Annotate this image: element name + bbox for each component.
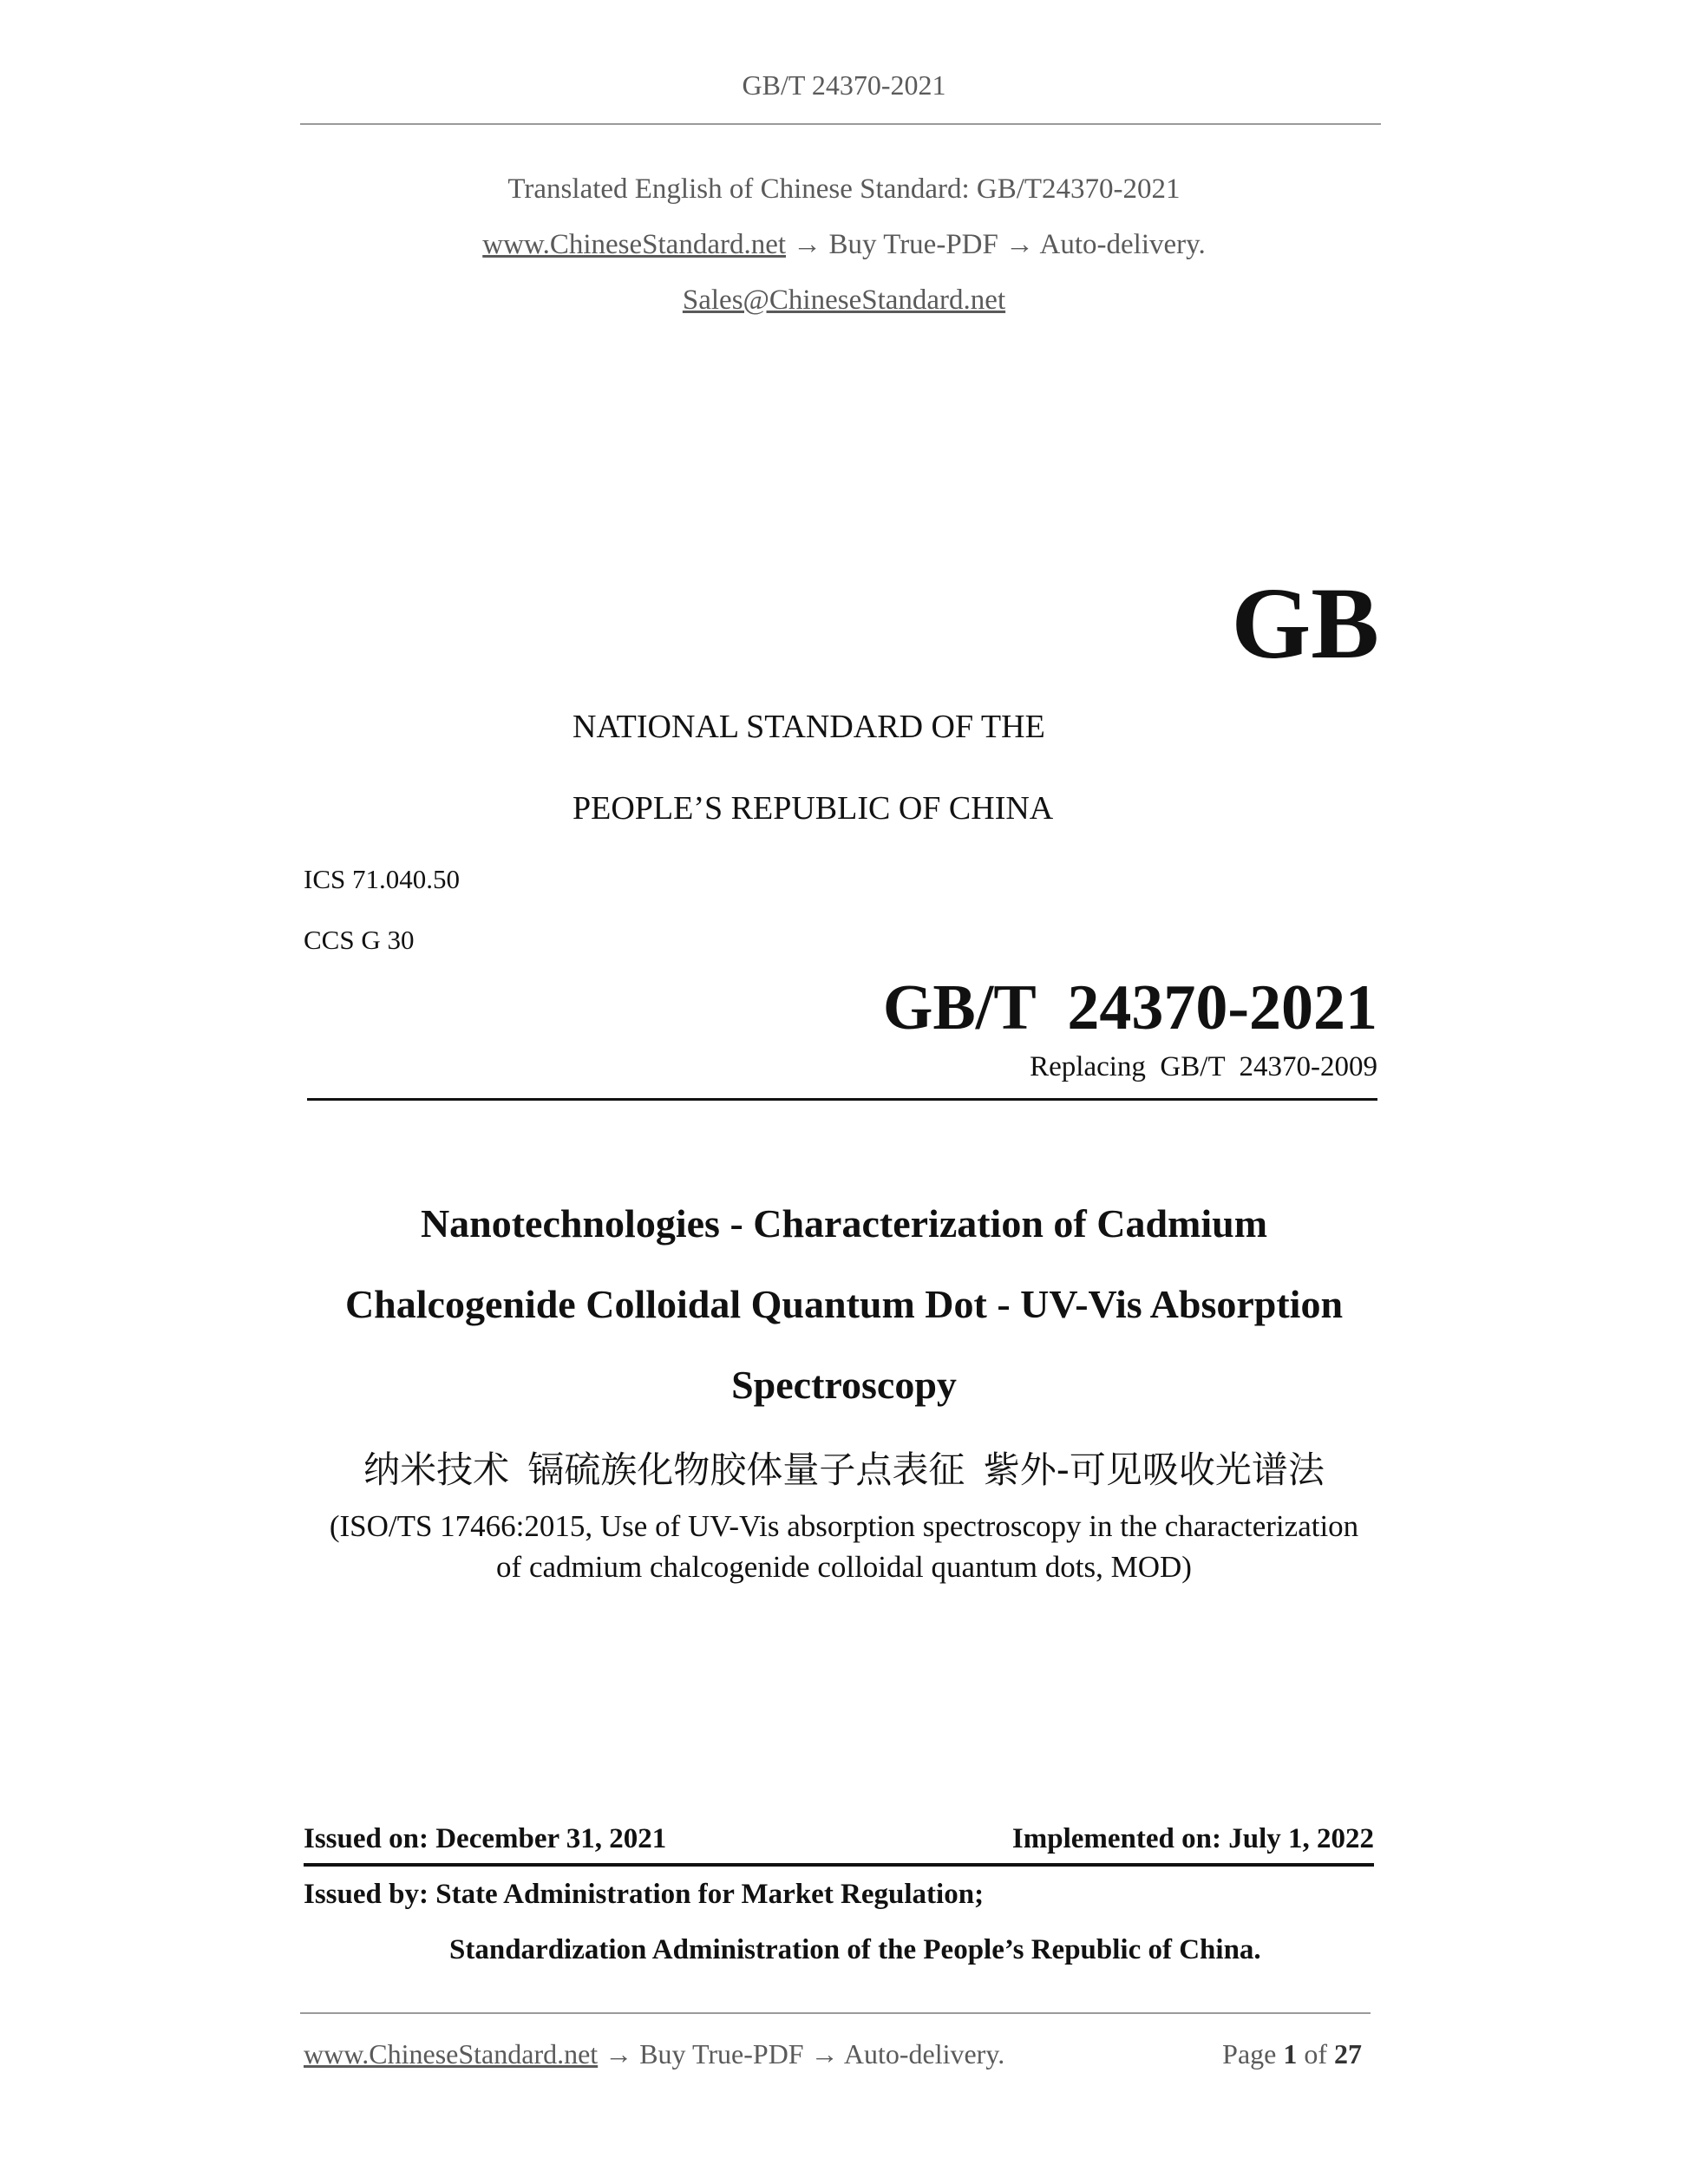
translated-notice: Translated English of Chinese Standard: GB/T24370-2021 — [507, 173, 1181, 205]
national-standard-line: NATIONAL STANDARD OF THE — [572, 709, 1045, 745]
title-line: Chalcogenide Colloidal Quantum Dot - UV-Vis Absorption — [344, 1282, 1344, 1326]
standard-number: GB/T 24370-2021 — [882, 972, 1377, 1043]
page-label: Page — [1222, 2038, 1277, 2070]
header-divider — [300, 123, 1381, 125]
footer-site-link[interactable]: www.ChineseStandard.net — [304, 2038, 599, 2070]
standard-number-rule — [307, 1098, 1377, 1101]
purchase-text: → Buy True-PDF → Auto-delivery. — [786, 229, 1206, 260]
sales-email-link[interactable]: Sales@ChineseStandard.net — [682, 284, 1006, 316]
site-link[interactable]: www.ChineseStandard.net — [482, 229, 787, 260]
dates-rule — [304, 1863, 1374, 1867]
adoption-note-line: (ISO/TS 17466:2015, Use of UV-Vis absorption spectroscopy in the characterization — [329, 1509, 1359, 1543]
of-label: of — [1304, 2038, 1327, 2070]
page-number: 1 — [1283, 2038, 1298, 2070]
title-line: Nanotechnologies - Characterization of Cadmium — [420, 1201, 1268, 1246]
chinese-title: 纳米技术 镉硫族化物胶体量子点表征 紫外-可见吸收光谱法 — [363, 1448, 1325, 1491]
adoption-note-line: of cadmium chalcogenide colloidal quantum dots, MOD) — [496, 1550, 1192, 1584]
footer-purchase-text: → Buy True-PDF → Auto-delivery. — [598, 2038, 1005, 2070]
ccs-code: CCS G 30 — [304, 925, 415, 955]
country-line: PEOPLE’S REPUBLIC OF CHINA — [572, 790, 1054, 827]
issued-by: Issued by: State Administration for Market Regulation; — [304, 1879, 985, 1910]
sales-line — [0, 284, 1688, 317]
issued-on-date: Issued on: December 31, 2021 — [304, 1823, 667, 1854]
running-header: GB/T 24370-2021 — [742, 69, 946, 101]
page-indicator — [1222, 2038, 1362, 2070]
issued-by-second-authority: Standardization Administration of the People’s Republic of China. — [449, 1934, 1261, 1965]
gb-mark: GB — [1231, 566, 1379, 680]
total-pages: 27 — [1334, 2038, 1362, 2070]
purchase-line — [0, 229, 1688, 261]
title-line: Spectroscopy — [731, 1363, 957, 1407]
ics-code: ICS 71.040.50 — [304, 864, 460, 894]
footer-divider — [300, 2012, 1371, 2014]
replacing-line: Replacing GB/T 24370-2009 — [1030, 1051, 1377, 1082]
implemented-on-date: Implemented on: July 1, 2022 — [1011, 1823, 1374, 1854]
footer-purchase-line — [304, 2038, 1004, 2070]
